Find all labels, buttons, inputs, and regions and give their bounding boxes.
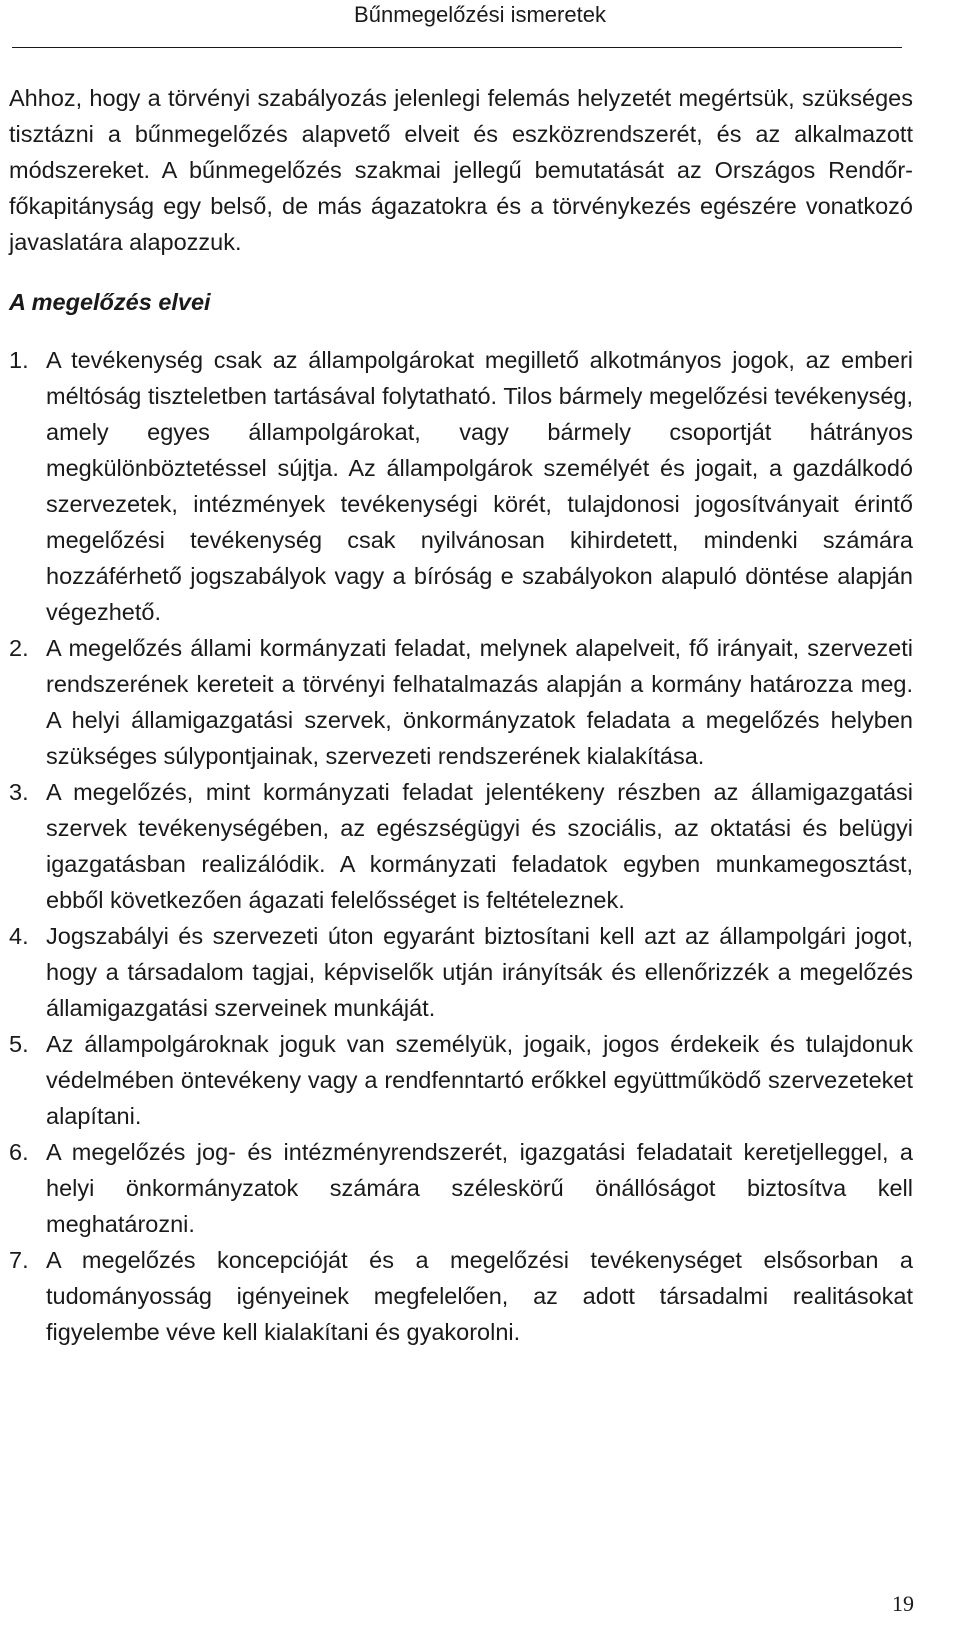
list-item [9, 1242, 913, 1350]
list-item [9, 1134, 913, 1242]
list-item-number: 6. [9, 1139, 29, 1165]
list-item-number: 7. [9, 1247, 29, 1273]
document-body [9, 80, 913, 1350]
list-item [9, 918, 913, 1026]
list-item [9, 630, 913, 774]
list-item [9, 1026, 913, 1134]
list-item-text: Az állampolgároknak joguk van személyük, jogaik, jogos érdekeik és tulajdonuk védelmében öntevékeny vagy a rendfenntartó erőkkel együttműködő szervezeteket alapítani. [46, 1031, 913, 1129]
list-item [9, 342, 913, 630]
list-item-text: A megelőzés állami kormányzati feladat, melynek alapelveit, fő irányait, szervezeti rendszerének kereteit a törvényi felhatalmazás alapján a kormány határozza meg. A helyi államigazgatási szervek, önkormányzatok feladata a megelőzés helyben szükséges súlypontjainak, szervezeti rendszerének kialakítása. [46, 635, 913, 769]
list-item [9, 774, 913, 918]
list-item-number: 2. [9, 635, 29, 661]
list-item-number: 1. [9, 347, 29, 373]
list-item-text: A tevékenység csak az állampolgárokat megillető alkotmányos jogok, az emberi méltóság tiszteletben tartásával folytatható. Tilos bármely megelőzési tevékenység, amely egyes állampolgárokat, vagy bármely csoportját hátrányos megkülönböztetéssel sújtja. Az állampolgárok személyét és jogait, a gazdálkodó szervezetek, intézmények tevékenységi körét, tulajdonosi jogosítványait érintő megelőzési tevékenység csak nyilvánosan kihirdetett, mindenki számára hozzáférhető jogszabályok vagy a bíróság e szabályokon alapuló döntése alapján végezhető. [46, 347, 913, 625]
section-heading: A megelőzés elvei [9, 289, 211, 315]
page-header [0, 0, 960, 29]
list-item-text: Jogszabályi és szervezeti úton egyaránt biztosítani kell azt az állampolgári jogot, hogy a társadalom tagjai, képviselők utján irányítsák és ellenőrizzék a megelőzés államigazgatási szerveinek munkáját. [46, 923, 913, 1021]
list-item-text: A megelőzés jog- és intézményrendszerét, igazgatási feladatait keretjelleggel, a helyi önkormányzatok számára széleskörű önállóságot biztosítva kell meghatározni. [46, 1139, 913, 1237]
running-header-title: Bűnmegelőzési ismeretek [354, 2, 606, 27]
list-item-text: A megelőzés koncepcióját és a megelőzési tevékenységet elsősorban a tudományosság igényeinek megfelelően, az adott társadalmi realitásokat figyelembe véve kell kialakítani és gyakorolni. [46, 1247, 913, 1345]
intro-paragraph: Ahhoz, hogy a törvényi szabályozás jelenlegi felemás helyzetét megértsük, szükséges tisztázni a bűnmegelőzés alapvető elveit és eszközrendszerét, és az alkalmazott módszereket. A bűnmegelőzés szakmai jellegű bemutatását az Országos Rendőr-főkapitányság egy belső, de más ágazatokra és a törvénykezés egészére vonatkozó javaslatára alapozzuk. [9, 85, 913, 255]
list-item-number: 5. [9, 1031, 29, 1057]
list-item-number: 3. [9, 779, 29, 805]
page-number: 19 [892, 1591, 914, 1616]
list-item-text: A megelőzés, mint kormányzati feladat jelentékeny részben az államigazgatási szervek tevékenységében, az egészségügyi és szociális, az oktatási és belügyi igazgatásban realizálódik. A kormányzati feladatok egyben munkamegosztást, ebből következően ágazati felelősséget is feltételeznek. [46, 779, 913, 913]
principles-list [9, 342, 913, 1350]
header-divider [12, 47, 902, 48]
list-item-number: 4. [9, 923, 29, 949]
